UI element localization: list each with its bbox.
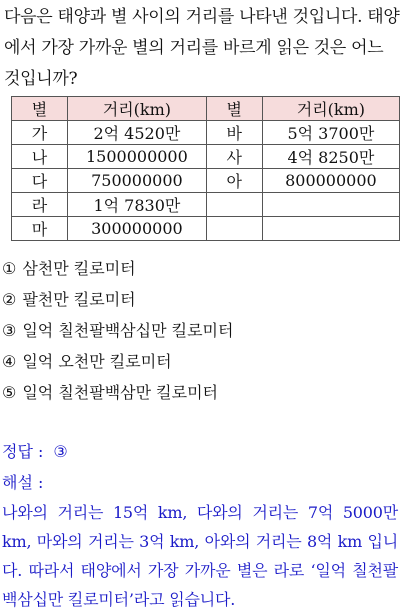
table-row: [12, 121, 400, 145]
option-number: ①: [2, 259, 17, 278]
table-cell: [206, 193, 262, 217]
header-star-1: 별: [12, 97, 68, 121]
answer-options: [2, 253, 233, 408]
table-cell: [262, 193, 399, 217]
header-distance-1: 거리(km): [68, 97, 207, 121]
table-cell: 마: [12, 217, 68, 241]
distance-table: [11, 96, 400, 241]
option-2[interactable]: [2, 284, 233, 315]
option-number: ⑤: [2, 383, 17, 402]
header-star-2: 별: [206, 97, 262, 121]
table-header-row: [12, 97, 400, 121]
option-5[interactable]: [2, 377, 233, 408]
table-cell: 라: [12, 193, 68, 217]
option-1[interactable]: [2, 253, 233, 284]
table-cell: 나: [12, 145, 68, 169]
table-cell: 2억 4520만: [68, 121, 207, 145]
table-cell: 800000000: [262, 169, 399, 193]
table-cell: 가: [12, 121, 68, 145]
header-distance-2: 거리(km): [262, 97, 399, 121]
option-text: 일억 칠천팔백삼만 킬로미터: [22, 383, 218, 402]
option-number: ②: [2, 290, 17, 309]
table-row: [12, 217, 400, 241]
option-text: 팔천만 킬로미터: [22, 290, 136, 309]
table-cell: 사: [206, 145, 262, 169]
table-cell: [206, 217, 262, 241]
table-cell: 1억 7830만: [68, 193, 207, 217]
option-text: 일억 오천만 킬로미터: [22, 352, 172, 371]
table-row: [12, 145, 400, 169]
table-cell: 4억 8250만: [262, 145, 399, 169]
question-text: 다음은 태양과 별 사이의 거리를 나타낸 것입니다. 태양에서 가장 가까운 별의 거리를 바르게 읽은 것은 어느 것입니까?: [4, 7, 400, 89]
answer-line: [2, 436, 68, 467]
option-number: ④: [2, 352, 17, 371]
explanation-text: 나와의 거리는 15억 km, 다와의 거리는 7억 5000만 km, 마와의 거리는 3억 km, 아와의 거리는 8억 km 입니다. 따라서 태양에서 가장 가까운 별은 라로 ‘일억 칠천팔백삼십만 킬로미터’라고 읽습니다.: [2, 503, 398, 609]
option-text: 일억 칠천팔백삼십만 킬로미터: [22, 321, 234, 340]
table-cell: 1500000000: [68, 145, 207, 169]
option-3[interactable]: [2, 315, 233, 346]
table-cell: 300000000: [68, 217, 207, 241]
table-row: [12, 193, 400, 217]
table-cell: 5억 3700만: [262, 121, 399, 145]
answer-value: ③: [53, 442, 68, 461]
table-cell: 750000000: [68, 169, 207, 193]
option-4[interactable]: [2, 346, 233, 377]
table-cell: 바: [206, 121, 262, 145]
option-text: 삼천만 킬로미터: [22, 259, 136, 278]
table-row: [12, 169, 400, 193]
explanation-label: 해설 :: [2, 473, 44, 492]
table-cell: 아: [206, 169, 262, 193]
option-number: ③: [2, 321, 17, 340]
answer-label: 정답 :: [2, 442, 44, 461]
table-cell: [262, 217, 399, 241]
table-cell: 다: [12, 169, 68, 193]
